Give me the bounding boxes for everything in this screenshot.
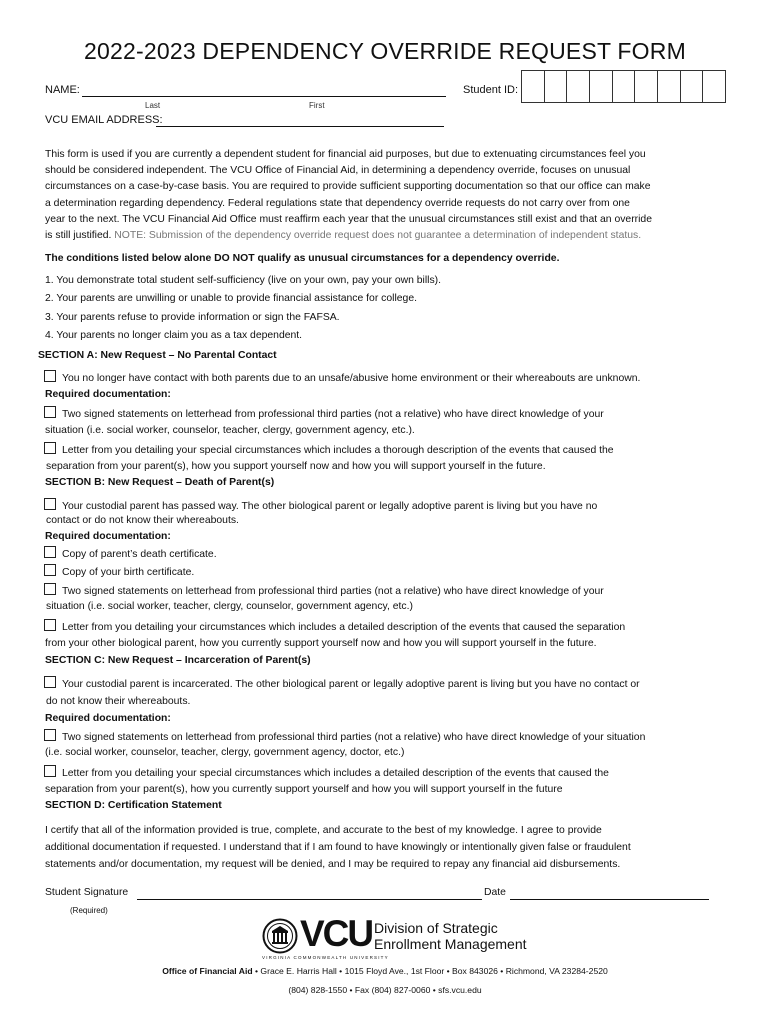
- student-id-field[interactable]: [521, 70, 726, 103]
- section-a-doc1-cont: situation (i.e. social worker, counselor, teacher, clergy, government agency, etc.).: [45, 425, 415, 436]
- section-b-required: Required documentation:: [45, 531, 171, 542]
- intro-paragraph: [45, 147, 652, 244]
- footer-contact: (804) 828-1550 • Fax (804) 827-0060 • sfs.vcu.edu: [288, 985, 482, 995]
- checkbox[interactable]: [44, 370, 56, 382]
- checkbox-label: Your custodial parent is incarcerated. The other biological parent or legally adoptive parent is living but you have no contact or: [62, 679, 640, 690]
- section-c-doc1: [44, 729, 645, 745]
- certification-line: additional documentation if requested. I understand that if I am found to have knowingly or intentionally given false or fraudulent: [45, 842, 631, 853]
- email-label: VCU EMAIL ADDRESS:: [45, 114, 163, 126]
- section-b-doc1: [44, 546, 217, 562]
- checkbox-label: Letter from you detailing your special circumstances which includes a detailed description of the events that caused the: [62, 768, 609, 779]
- section-b-doc2: [44, 564, 194, 580]
- student-id-digit[interactable]: [590, 71, 613, 102]
- checkbox-label: Two signed statements on letterhead from professional third parties (not a relative) who have direct knowledge of your: [62, 409, 604, 420]
- certification-statement: [45, 822, 631, 873]
- checkbox[interactable]: [44, 676, 56, 688]
- student-id-digit[interactable]: [567, 71, 590, 102]
- intro-line: is still justified.: [45, 230, 112, 242]
- conditions-heading: The conditions listed below alone DO NOT qualify as unusual circumstances for a dependency override.: [45, 253, 560, 264]
- section-a-required: Required documentation:: [45, 389, 171, 400]
- email-field[interactable]: [156, 112, 444, 127]
- section-b-check1: [44, 498, 597, 514]
- checkbox[interactable]: [44, 765, 56, 777]
- section-a-check1: [44, 370, 640, 386]
- certification-line: statements and/or documentation, my request will be denied, and I may be required to repay any financial aid disbursements.: [45, 859, 621, 870]
- checkbox-label: Two signed statements on letterhead from professional third parties (not a relative) who have direct knowledge of your: [62, 586, 604, 597]
- division-line2: Enrollment Management: [374, 936, 527, 952]
- checkbox[interactable]: [44, 583, 56, 595]
- intro-line: a determination regarding dependency. Federal regulations state that dependency override requests do not carry over from one: [45, 197, 630, 209]
- intro-note: NOTE: Submission of the dependency override request does not guarantee a determination of independent status.: [114, 230, 642, 242]
- section-c-heading: SECTION C: New Request – Incarceration of Parent(s): [45, 655, 311, 666]
- section-b-doc4-cont: from your other biological parent, how you currently support yourself now and how you will support yourself in the future.: [45, 638, 597, 649]
- section-c-doc2: [44, 765, 609, 781]
- checkbox-label: Copy of parent’s death certificate.: [62, 549, 217, 560]
- intro-line: year to the next. The VCU Financial Aid Office must reaffirm each year that the unusual circumstances still exist and that an override: [45, 213, 652, 225]
- intro-line: This form is used if you are currently a dependent student for financial aid purposes, but due to extenuating circumstances feel you: [45, 149, 646, 160]
- vcu-wordmark: VCU: [300, 913, 373, 954]
- list-item: 4. Your parents no longer claim you as a tax dependent.: [45, 329, 303, 341]
- checkbox-label: Letter from you detailing your special circumstances which includes a thorough description of the events that caused the: [62, 445, 614, 456]
- checkbox[interactable]: [44, 498, 56, 510]
- checkbox-label: Your custodial parent has passed way. The other biological parent or legally adoptive parent is living but you have no: [62, 501, 598, 512]
- footer-address-text: • Grace E. Harris Hall • 1015 Floyd Ave., 1st Floor • Box 843026 • Richmond, VA 23284-2520: [252, 966, 608, 976]
- intro-line: circumstances on a case-by-case basis. You are required to provide sufficient supporting documentation so that our office can make: [45, 181, 651, 193]
- section-b-check1-cont: contact or do not know their whereabouts.: [46, 515, 239, 526]
- section-b-doc3: [44, 583, 604, 599]
- date-field[interactable]: [510, 885, 709, 900]
- intro-line: should be considered independent. The VCU Office of Financial Aid, in determining a dependency override, focuses on unusual: [45, 165, 631, 177]
- section-d-heading: SECTION D: Certification Statement: [45, 800, 222, 811]
- form-title: 2022-2023 DEPENDENCY OVERRIDE REQUEST FORM: [84, 38, 686, 64]
- last-label: Last: [145, 101, 161, 110]
- checkbox-label: Letter from you detailing your circumstances which includes a detailed description of the events that caused the separation: [62, 622, 626, 633]
- section-c-check1: [44, 676, 640, 692]
- checkbox-label: Copy of your birth certificate.: [62, 567, 195, 578]
- required-note: (Required): [70, 906, 108, 915]
- vcu-logo: [262, 913, 527, 962]
- checkbox[interactable]: [44, 729, 56, 741]
- student-id-digit[interactable]: [658, 71, 681, 102]
- university-name: VIRGINIA COMMONWEALTH UNIVERSITY: [262, 955, 389, 960]
- section-c-check1-cont: do not know their whereabouts.: [46, 696, 191, 707]
- list-item: 3. Your parents refuse to provide information or sign the FAFSA.: [45, 311, 340, 323]
- student-id-digit[interactable]: [703, 71, 725, 102]
- checkbox[interactable]: [44, 406, 56, 418]
- certification-line: I certify that all of the information provided is true, complete, and accurate to the best of my knowledge. I agree to provide: [45, 825, 602, 836]
- checkbox-label: Two signed statements on letterhead from professional third parties (not a relative) who have direct knowledge of your situation: [62, 732, 646, 743]
- student-id-digit[interactable]: [681, 71, 704, 102]
- signature-field[interactable]: [137, 885, 482, 900]
- footer-address: [0, 966, 770, 976]
- vcu-seal-icon: [262, 918, 298, 954]
- student-id-label: Student ID:: [463, 84, 519, 96]
- signature-label: Student Signature: [45, 887, 129, 898]
- date-label: Date: [484, 887, 506, 898]
- section-a-doc1: [44, 406, 604, 422]
- checkbox[interactable]: [44, 564, 56, 576]
- name-field[interactable]: [82, 82, 446, 97]
- conditions-list: [45, 272, 441, 345]
- section-b-doc4: [44, 619, 625, 635]
- student-id-digit[interactable]: [613, 71, 636, 102]
- section-b-doc3-cont: situation (i.e. social worker, teacher, clergy, counselor, government agency, etc.): [46, 601, 413, 612]
- section-c-required: Required documentation:: [45, 713, 171, 724]
- section-c-doc2-cont: separation from your parent(s), how you currently support yourself and how you will support yourself in the future: [45, 784, 563, 795]
- checkbox[interactable]: [44, 442, 56, 454]
- section-a-doc2: [44, 442, 614, 458]
- section-b-heading: SECTION B: New Request – Death of Parent(s): [45, 477, 275, 488]
- list-item: 2. Your parents are unwilling or unable to provide financial assistance for college.: [45, 293, 417, 305]
- division-line1: Division of Strategic: [374, 920, 498, 936]
- checkbox[interactable]: [44, 546, 56, 558]
- student-id-digit[interactable]: [635, 71, 658, 102]
- footer-office: Office of Financial Aid: [162, 966, 253, 976]
- list-item: 1. You demonstrate total student self-sufficiency (live on your own, pay your own bills).: [45, 275, 442, 286]
- checkbox[interactable]: [44, 619, 56, 631]
- section-c-doc1-cont: (i.e. social worker, counselor, teacher, clergy, government agency, doctor, etc.): [45, 747, 405, 758]
- checkbox-label: You no longer have contact with both parents due to an unsafe/abusive home environment or their whereabouts are unknown.: [62, 373, 641, 384]
- student-id-digit[interactable]: [545, 71, 568, 102]
- section-a-doc2-cont: separation from your parent(s), how you support yourself now and how you will support yourself in the future.: [46, 461, 546, 472]
- name-label: NAME:: [45, 84, 80, 96]
- section-a-heading: SECTION A: New Request – No Parental Contact: [38, 350, 277, 361]
- student-id-digit[interactable]: [522, 71, 545, 102]
- first-label: First: [309, 101, 325, 110]
